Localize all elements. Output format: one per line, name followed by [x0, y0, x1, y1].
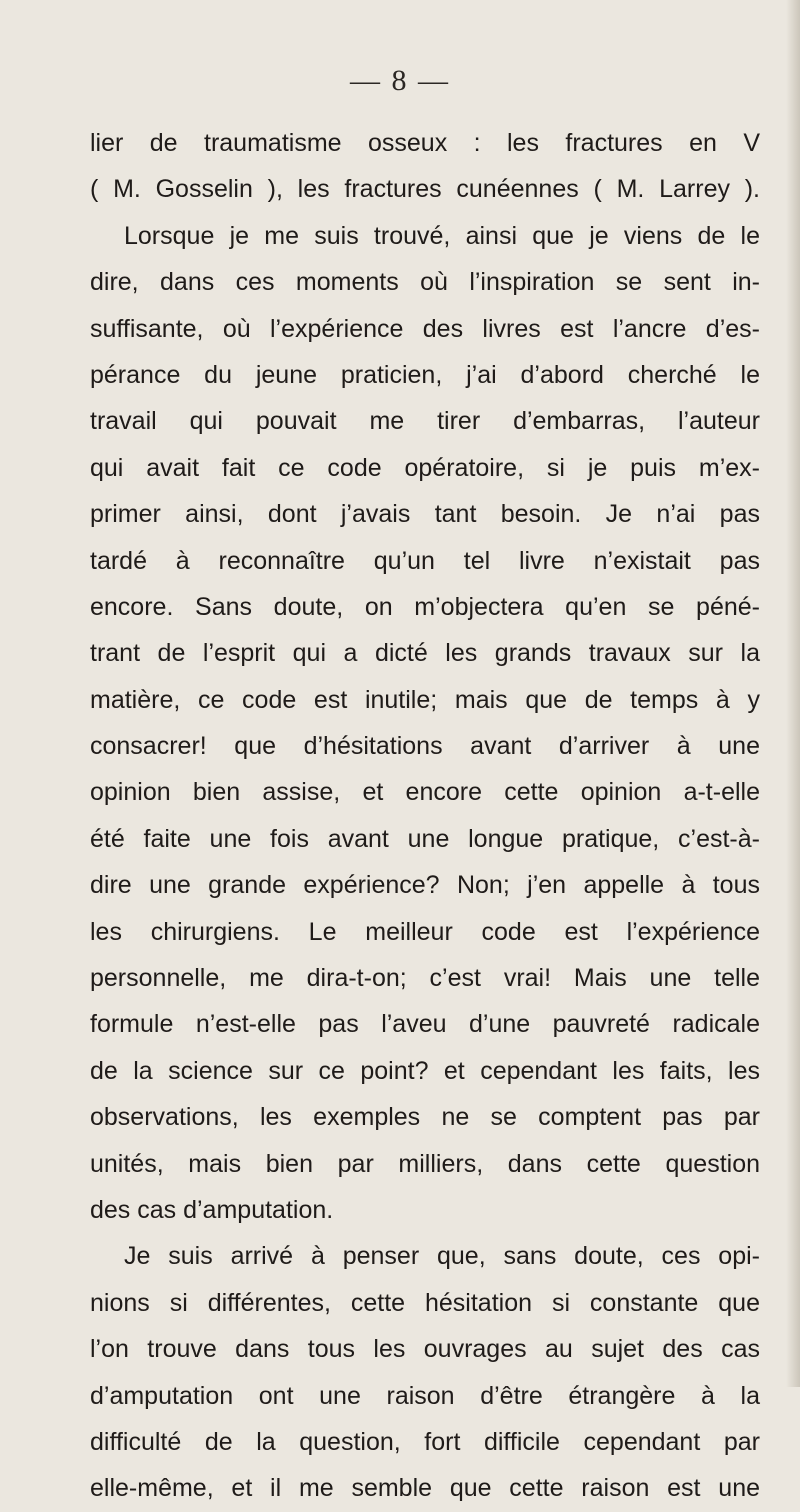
text-line: unités, mais bien par milliers, dans cette question — [90, 1149, 760, 1178]
text-line: consacrer! que d’hésitations avant d’arriver à une — [90, 732, 760, 761]
text-line: nions si différentes, cette hésitation si constante que — [90, 1288, 760, 1317]
text-line: encore. Sans doute, on m’objectera qu’en se péné- — [90, 592, 760, 621]
text-line: dire, dans ces moments où l’inspiration se sent in- — [90, 268, 760, 297]
text-line: suffisante, où l’expérience des livres est l’ancre d’es- — [90, 314, 760, 343]
text-line: travail qui pouvait me tirer d’embarras, l’auteur — [90, 407, 760, 436]
text-line: elle-même, et il me semble que cette raison est une — [90, 1474, 760, 1503]
text-line: formule n’est-elle pas l’aveu d’une pauvreté radicale — [90, 1010, 760, 1039]
text-line: de la science sur ce point? et cependant les faits, les — [90, 1056, 760, 1085]
paragraph-last-line: des cas d’amputation. — [90, 1195, 334, 1224]
text-line: l’on trouve dans tous les ouvrages au sujet des cas — [90, 1335, 760, 1364]
text-line: personnelle, me dira-t-on; c’est vrai! Mais une telle — [90, 964, 760, 993]
text-line: difficulté de la question, fort difficile cependant par — [90, 1427, 760, 1456]
paragraph-first-line: Je suis arrivé à penser que, sans doute, ces opi- — [124, 1242, 760, 1271]
text-line: d’amputation ont une raison d’être étrangère à la — [90, 1381, 760, 1410]
text-line: été faite une fois avant une longue pratique, c’est-à- — [90, 824, 760, 853]
text-line: lier de traumatisme osseux : les fractures en V — [90, 129, 760, 157]
text-line: opinion bien assise, et encore cette opinion a-t-elle — [90, 778, 760, 807]
text-line: pérance du jeune praticien, j’ai d’abord cherché le — [90, 360, 760, 389]
text-line: les chirurgiens. Le meilleur code est l’expérience — [90, 917, 760, 946]
text-line: dire une grande expérience? Non; j’en appelle à tous — [90, 871, 760, 900]
page-edge-shadow — [786, 0, 800, 1387]
text-line: primer ainsi, dont j’avais tant besoin. Je n’ai pas — [90, 500, 760, 529]
text-line: observations, les exemples ne se comptent pas par — [90, 1103, 760, 1132]
text-line: trant de l’esprit qui a dicté les grands travaux sur la — [90, 639, 760, 668]
paragraph-first-line: Lorsque je me suis trouvé, ainsi que je viens de le — [124, 221, 760, 250]
text-line: ( M. Gosselin ), les fractures cunéennes ( M. Larrey ). — [90, 175, 760, 204]
page-number: — 8 — — [350, 64, 450, 97]
text-line: matière, ce code est inutile; mais que de temps à y — [90, 685, 760, 714]
text-line: qui avait fait ce code opératoire, si je puis m’ex- — [90, 453, 760, 482]
body-text — [90, 120, 760, 1512]
text-line: tardé à reconnaître qu’un tel livre n’existait pas — [90, 546, 760, 575]
